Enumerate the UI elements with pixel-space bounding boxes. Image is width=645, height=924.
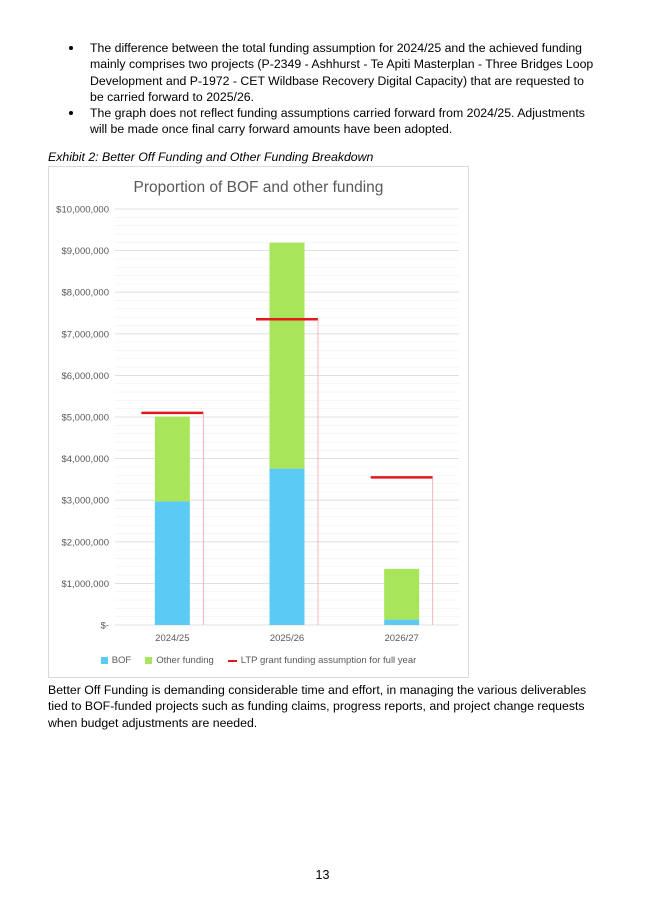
legend-label: BOF	[111, 655, 132, 666]
bar-other-funding	[155, 417, 190, 502]
bar-bof	[155, 501, 190, 625]
y-tick-label: $2,000,000	[61, 537, 109, 549]
bullet-item: The difference between the total funding assumption for 2024/25 and the achieved funding mainly comprises two projects (P-2349 - Ashhurst - Te Apiti Masterplan - Three Bridges Loop Development and P-1972 - CET Wildbase Recovery Digital Capacity) that are requested to be carried forward to 2025/26.	[66, 40, 596, 105]
bar-other-funding	[270, 243, 305, 469]
y-tick-label: $9,000,000	[61, 246, 109, 258]
y-tick-label: $10,000,000	[56, 204, 109, 216]
y-tick-label: $8,000,000	[61, 287, 109, 299]
bar-bof	[384, 620, 419, 625]
legend-item-other	[145, 655, 214, 666]
legend-swatch-other	[145, 657, 152, 664]
y-tick-label: $7,000,000	[61, 329, 109, 341]
stacked-bar-chart	[49, 167, 470, 679]
legend-item-bof	[101, 655, 132, 666]
body-paragraph: Better Off Funding is demanding considerable time and effort, in managing the various deliverables tied to BOF-funded projects such as funding claims, progress reports, and project change requests when budget adjustments are needed.	[48, 683, 587, 730]
chart-title: Proportion of BOF and other funding	[133, 179, 384, 196]
bar-other-funding	[384, 569, 419, 620]
y-tick-label: $4,000,000	[61, 454, 109, 466]
x-tick-label: 2026/27	[384, 633, 419, 644]
x-tick-label: 2024/25	[155, 633, 190, 644]
legend-label: Other funding	[156, 655, 214, 666]
y-tick-label: $6,000,000	[61, 370, 109, 382]
legend-label: LTP grant funding assumption for full year	[240, 655, 417, 666]
bullet-item: The graph does not reflect funding assumptions carried forward from 2024/25. Adjustments will be made once final carry forward amounts have been adopted.	[66, 105, 596, 138]
page-number: 13	[315, 868, 330, 882]
chart-legend	[49, 655, 468, 666]
legend-swatch-bof	[101, 657, 108, 664]
y-tick-label: $3,000,000	[61, 495, 109, 507]
bullet-list	[66, 40, 596, 138]
y-tick-label: $5,000,000	[61, 412, 109, 424]
exhibit-caption: Exhibit 2: Better Off Funding and Other Funding Breakdown	[48, 150, 374, 164]
legend-item-ltp	[228, 655, 417, 666]
chart-container	[48, 166, 469, 678]
bar-bof	[270, 469, 305, 625]
y-tick-label: $1,000,000	[61, 578, 109, 590]
legend-swatch-ltp	[228, 660, 237, 662]
x-tick-label: 2025/26	[269, 633, 305, 644]
y-tick-label: $-	[100, 620, 109, 632]
